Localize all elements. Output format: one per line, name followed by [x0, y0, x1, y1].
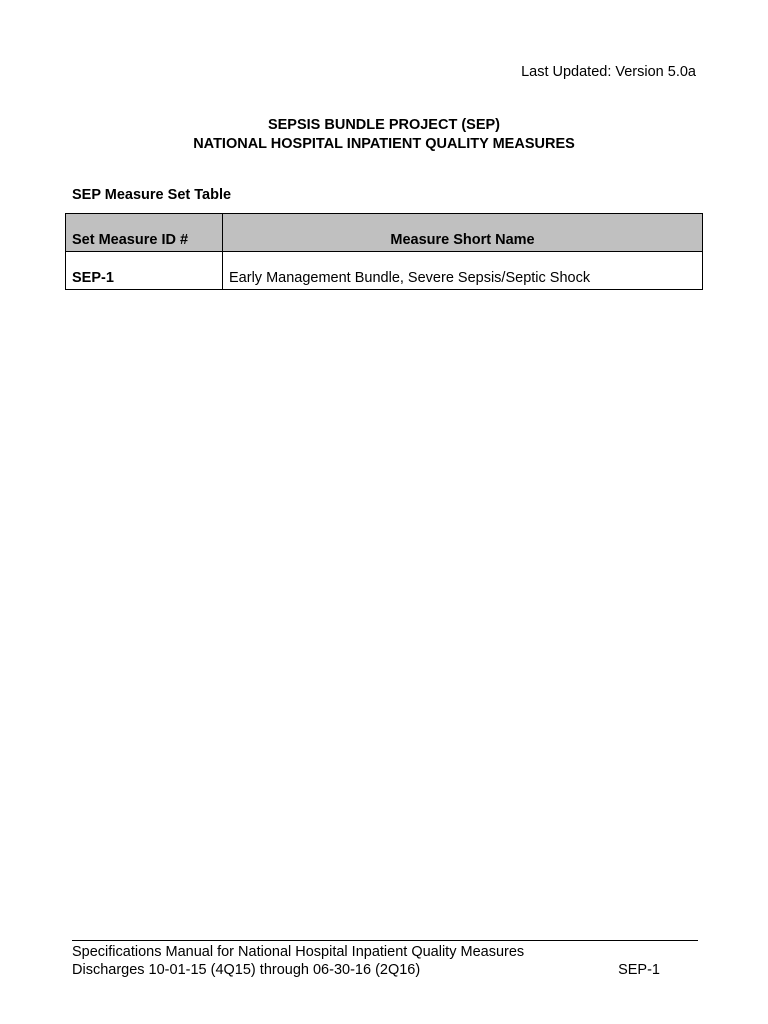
column-header-id: Set Measure ID #: [66, 214, 223, 252]
table-header-row: [66, 214, 703, 252]
measure-id-cell: SEP-1: [66, 252, 223, 290]
table-title: SEP Measure Set Table: [72, 187, 232, 203]
version-label: Last Updated: Version 5.0a: [521, 64, 696, 80]
measure-name-cell: Early Management Bundle, Severe Sepsis/Septic Shock: [223, 252, 703, 290]
footer-discharge-range: Discharges 10-01-15 (4Q15) through 06-30-16 (2Q16): [72, 962, 421, 978]
footer-second-row: [72, 961, 698, 979]
document-title: SEPSIS BUNDLE PROJECT (SEP): [267, 117, 501, 133]
table-row: [66, 252, 703, 290]
footer-page-number: SEP-1: [618, 962, 660, 978]
document-subtitle: NATIONAL HOSPITAL INPATIENT QUALITY MEASURES: [193, 136, 575, 152]
footer-manual-title: Specifications Manual for National Hospital Inpatient Quality Measures: [72, 944, 525, 960]
column-header-name: Measure Short Name: [223, 214, 703, 252]
page-footer: [72, 940, 698, 979]
document-titles: [0, 116, 768, 154]
measure-set-table: [65, 213, 703, 290]
